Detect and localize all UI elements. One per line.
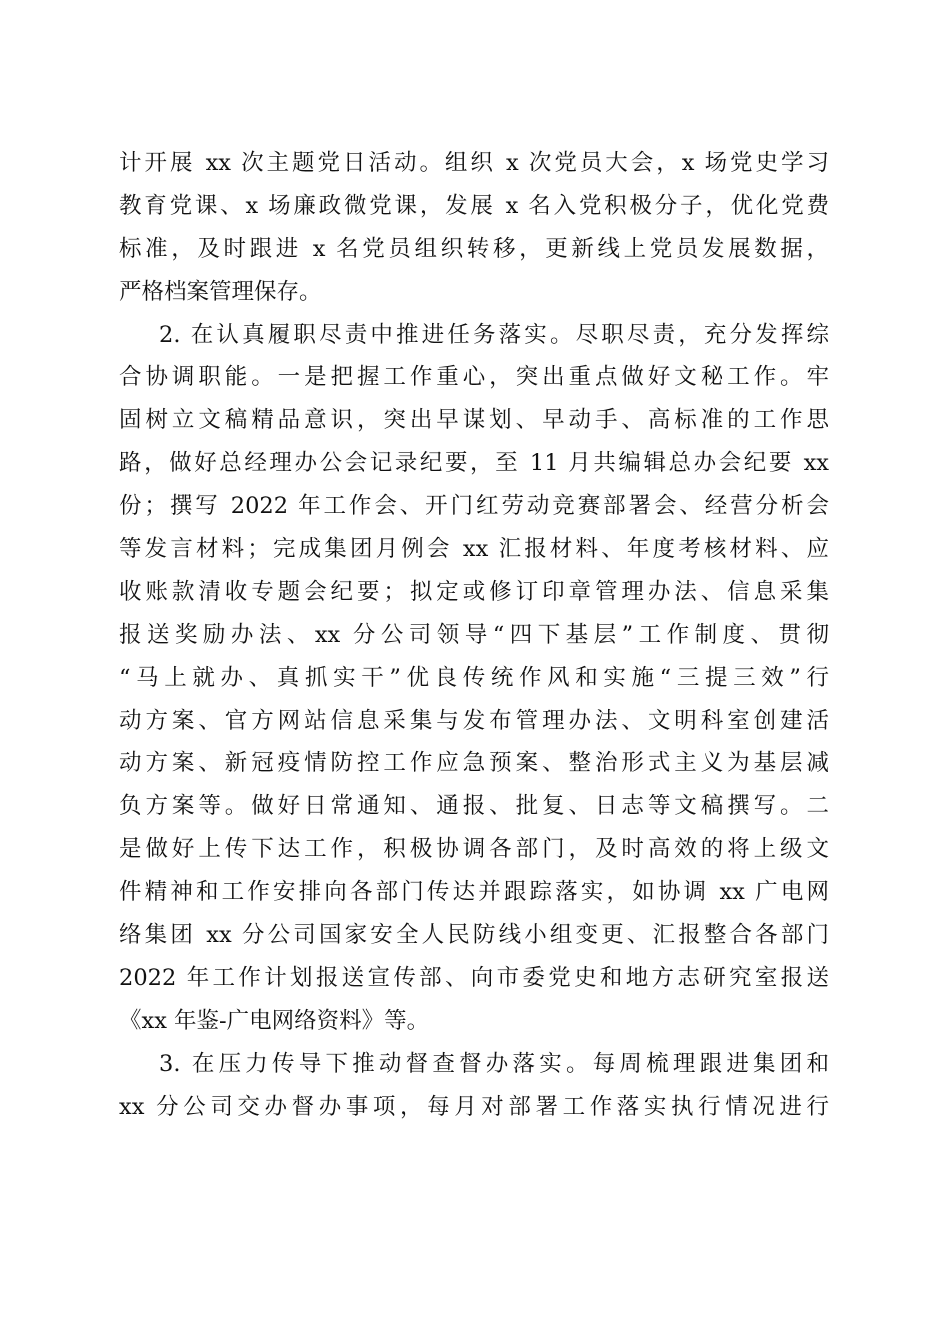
text-line: 固树立文稿精品意识，突出早谋划、早动手、高标准的工作思 xyxy=(119,407,829,434)
text-line: 2. 在认真履职尽责中推进任务落实。尽职尽责，充分发挥综 xyxy=(159,321,829,348)
text-line: 动方案、新冠疫情防控工作应急预案、整治形式主义为基层减 xyxy=(119,750,829,777)
text-line: 络集团 xx 分公司国家安全人民防线小组变更、汇报整合各部门 xyxy=(119,922,829,949)
text-line: 收账款清收专题会纪要；拟定或修订印章管理办法、信息采集 xyxy=(119,578,829,605)
text-line: 件精神和工作安排向各部门传达并跟踪落实，如协调 xx 广电网 xyxy=(119,879,829,906)
text-line: 3. 在压力传导下推动督查督办落实。每周梳理跟进集团和 xyxy=(159,1050,829,1077)
text-line: 负方案等。做好日常通知、通报、批复、日志等文稿撰写。二 xyxy=(119,793,829,820)
text-line: 《xx 年鉴-广电网络资料》等。 xyxy=(119,1007,430,1034)
text-line: 2022 年工作计划报送宣传部、向市委党史和地方志研究室报送 xyxy=(119,964,829,991)
text-line: 动方案、官方网站信息采集与发布管理办法、文明科室创建活 xyxy=(119,707,829,734)
text-line: “马上就办、真抓实干”优良传统作风和实施“三提三效”行 xyxy=(119,664,829,691)
text-line: 路，做好总经理办公会记录纪要，至 11 月共编辑总办会纪要 xx xyxy=(119,450,829,477)
text-line: 等发言材料；完成集团月例会 xx 汇报材料、年度考核材料、应 xyxy=(119,536,829,563)
text-line: 标准，及时跟进 x 名党员组织转移，更新线上党员发展数据， xyxy=(119,235,829,262)
text-line: 教育党课、x 场廉政微党课，发展 x 名入党积极分子，优化党费 xyxy=(119,192,829,219)
text-line: 严格档案管理保存。 xyxy=(119,278,322,305)
text-line: 合协调职能。一是把握工作重心，突出重点做好文秘工作。牢 xyxy=(119,364,829,391)
text-line: 份；撰写 2022 年工作会、开门红劳动竞赛部署会、经营分析会 xyxy=(119,493,829,520)
text-line: 报送奖励办法、xx 分公司领导“四下基层”工作制度、贯彻 xyxy=(119,621,829,648)
document-body xyxy=(119,142,829,1128)
text-line: 计开展 xx 次主题党日活动。组织 x 次党员大会，x 场党史学习 xyxy=(119,150,829,176)
text-line: xx 分公司交办督办事项，每月对部署工作落实执行情况进行 xyxy=(119,1093,829,1120)
text-line: 是做好上传下达工作，积极协调各部门，及时高效的将上级文 xyxy=(119,836,829,863)
